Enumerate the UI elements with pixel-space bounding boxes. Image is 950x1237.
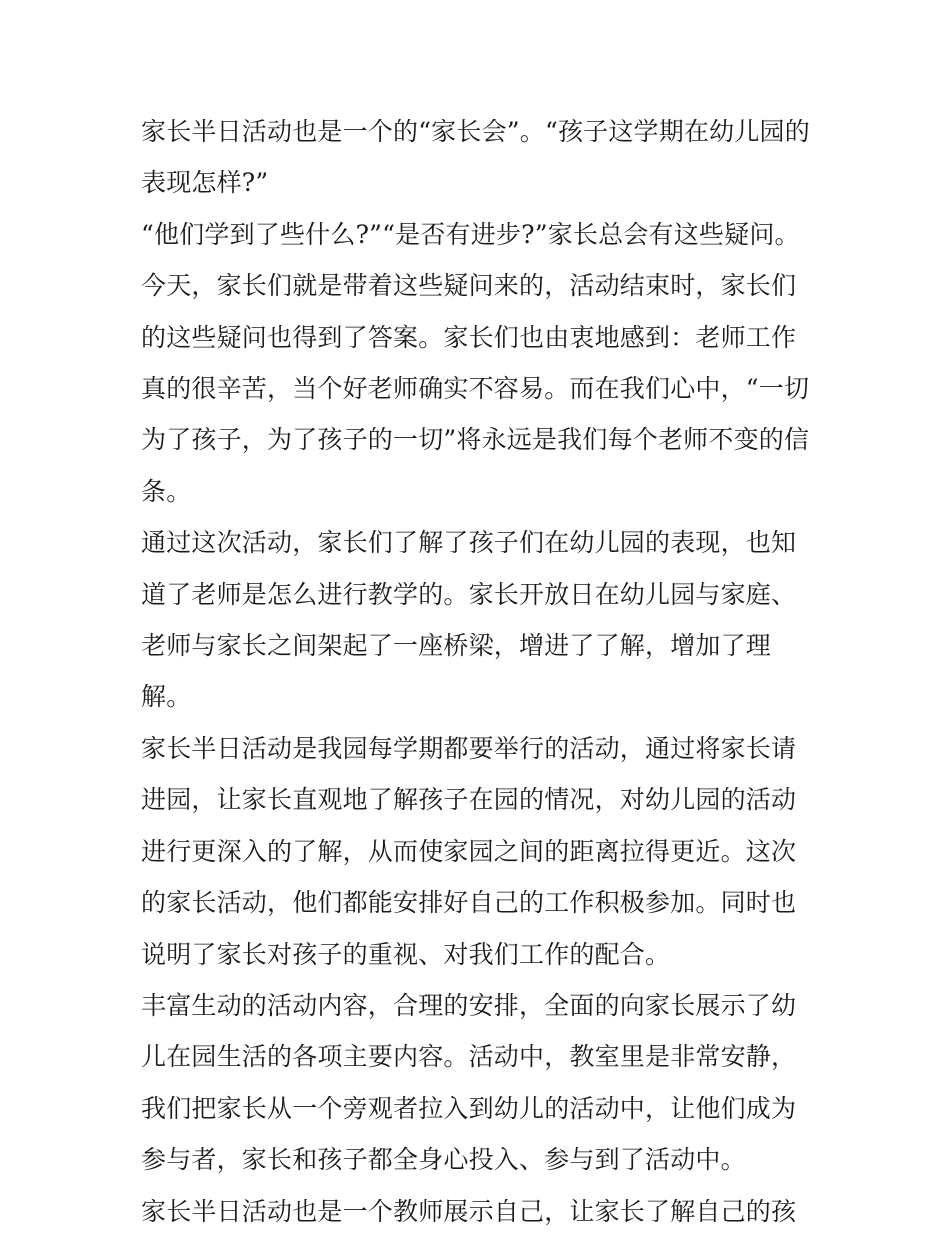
paragraph-3: 通过这次活动，家长们了解了孩子们在幼儿园的表现，也知道了老师是怎么进行教学的。家长开放日在幼儿园与家庭、老师与家长之间架起了一座桥梁，增进了了解，增加了理解。 (141, 528, 797, 712)
paragraph-4: 家长半日活动是我园每学期都要举行的活动，通过将家长请进园，让家长直观地了解孩子在园的情况，对幼儿园的活动进行更深入的了解，从而使家园之间的距离拉得更近。这次的家长活动，他们都能安排好自己的工作积极参加。同时也说明了家长对孩子的重视、对我们工作的配合。 (141, 733, 797, 969)
paragraph-6: 家长半日活动也是一个教师展示自己，让家长了解自己的孩 (141, 1196, 797, 1226)
paragraph-1: 家长半日活动也是一个的“家长会”。“孩子这学期在幼儿园的表现怎样?” (141, 117, 810, 198)
paragraph-2: “他们学到了些什么?”“是否有进步?”家长总会有这些疑问。今天，家长们就是带着这些疑问来的，活动结束时，家长们的这些疑问也得到了答案。家长们也由衷地感到：老师工作真的很辛苦，当个好老师确实不容易。而在我们心中，“一切为了孩子，为了孩子的一切”将永远是我们每个老师不变的信条。 (141, 219, 810, 506)
paragraph-5: 丰富生动的活动内容，合理的安排，全面的向家长展示了幼儿在园生活的各项主要内容。活动中，教室里是非常安静，我们把家长从一个旁观者拉入到幼儿的活动中，让他们成为参与者，家长和孩子都全身心投入、参与到了活动中。 (141, 990, 797, 1175)
document-body (141, 106, 813, 1237)
